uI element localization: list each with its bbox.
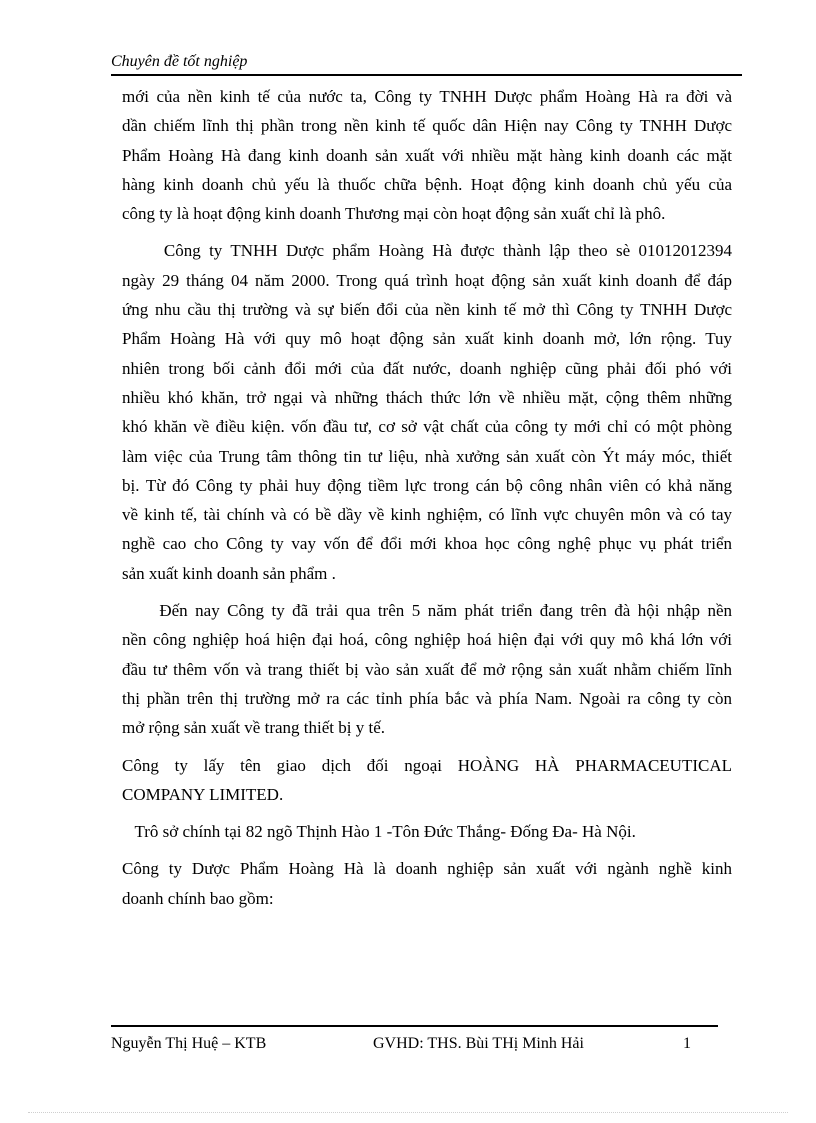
text-line: dần chiếm lĩnh thị phần trong nền kinh tế quốc dân Hiện nay Công ty TNHH Dược <box>122 116 732 136</box>
text-line: nền công nghiệp hoá hiện đại hoá, công nghiệp hoá hiện đại với quy mô khá lớn với <box>122 630 732 650</box>
text-line: mới của nền kinh tế của nước ta, Công ty TNHH Dược phẩm Hoàng Hà ra đời và <box>122 87 732 106</box>
text-line: Công ty lấy tên giao dịch đối ngoại HOÀNG HÀ PHARMACEUTICAL <box>122 755 732 775</box>
footer-rule <box>111 1025 718 1027</box>
paragraph-4 <box>122 751 732 810</box>
paragraph-5 <box>122 817 732 846</box>
text-line: doanh chính bao gồm: <box>122 888 274 908</box>
text-line: bị. Từ đó Công ty phải huy động tiềm lực trong cán bộ công nhân viên có khả năng <box>122 475 732 495</box>
page-number: 1 <box>683 1035 691 1052</box>
page-edge-divider <box>28 1112 788 1113</box>
body-text <box>122 82 732 913</box>
text-line: nhiên trong bối cảnh đổi mới của đất nước, doanh nghiệp cũng phải đối phó với <box>122 358 732 378</box>
paragraph-1 <box>122 82 732 228</box>
text-line: mở rộng sản xuất về trang thiết bị y tế. <box>122 718 385 738</box>
text-line: Phẩm Hoàng Hà đang kinh doanh sản xuất với nhiều mặt hàng kinh doanh các mặt <box>122 145 732 165</box>
text-line: Công ty TNHH Dược phẩm Hoàng Hà được thành lập theo sè 01012012394 <box>122 241 732 261</box>
text-line: công ty là hoạt động kinh doanh Thương mại còn hoạt động sản xuất chỉ là phô. <box>122 204 666 224</box>
text-line: nhiều khó khăn, trở ngại và những thách thức lớn về nhiều mặt, cộng thêm những <box>122 387 732 407</box>
text-line: hàng kinh doanh chủ yếu là thuốc chữa bệnh. Hoạt động kinh doanh chủ yếu của <box>122 174 732 194</box>
text-line: nghề cao cho Công ty vay vốn để đổi mới khoa học công nghệ phục vụ phát triển <box>122 534 732 554</box>
text-line: Phẩm Hoàng Hà với quy mô hoạt động sản xuất kinh doanh mở, lớn rộng. Tuy <box>122 329 732 349</box>
text-line: sản xuất kinh doanh sản phẩm . <box>122 563 336 583</box>
paragraph-6 <box>122 854 732 913</box>
text-line: về kinh tế, tài chính và có bề dầy về kinh nghiệm, có lĩnh vực chuyên môn và có tay <box>122 505 732 525</box>
text-line: thị phần trên thị trường mở ra các tỉnh phía bắc và phía Nam. Ngoài ra công ty còn <box>122 688 732 708</box>
text-line: Trô sở chính tại 82 ngõ Thịnh Hào 1 -Tôn Đức Thắng- Đống Đa- Hà Nội. <box>122 822 636 842</box>
footer-author: Nguyễn Thị Huệ – KTB <box>111 1035 267 1052</box>
header-rule <box>111 74 742 76</box>
paragraph-3 <box>122 596 732 742</box>
text-line: ngày 29 tháng 04 năm 2000. Trong quá trình hoạt động sản xuất kinh doanh để đáp <box>122 270 732 290</box>
paragraph-2 <box>122 236 732 588</box>
text-line: Công ty Dược Phẩm Hoàng Hà là doanh nghiệp sản xuất với ngành nghề kinh <box>122 859 732 879</box>
footer-advisor: GVHD: THS. Bùi THị Minh Hải <box>373 1035 584 1052</box>
text-line: COMPANY LIMITED. <box>122 784 284 804</box>
text-line: Đến nay Công ty đã trải qua trên 5 năm phát triển đang trên đà hội nhập nền <box>122 601 732 621</box>
text-line: đầu tư thêm vốn và trang thiết bị vào sản xuất để mở rộng sản xuất nhằm chiếm lĩnh <box>122 659 732 679</box>
running-header: Chuyên đề tốt nghiệp <box>111 53 248 70</box>
text-line: ứng nhu cầu thị trường và sự biến đổi của nền kinh tế mở thì Công ty TNHH Dược <box>122 300 732 320</box>
text-line: khó khăn về điều kiện. vốn đầu tư, cơ sở vật chất của công ty mới chỉ có một phòng <box>122 417 732 437</box>
text-line: làm việc của Trung tâm thông tin tư liệu, nhà xưởng sản xuất còn Ýt máy móc, thiết <box>122 446 732 466</box>
